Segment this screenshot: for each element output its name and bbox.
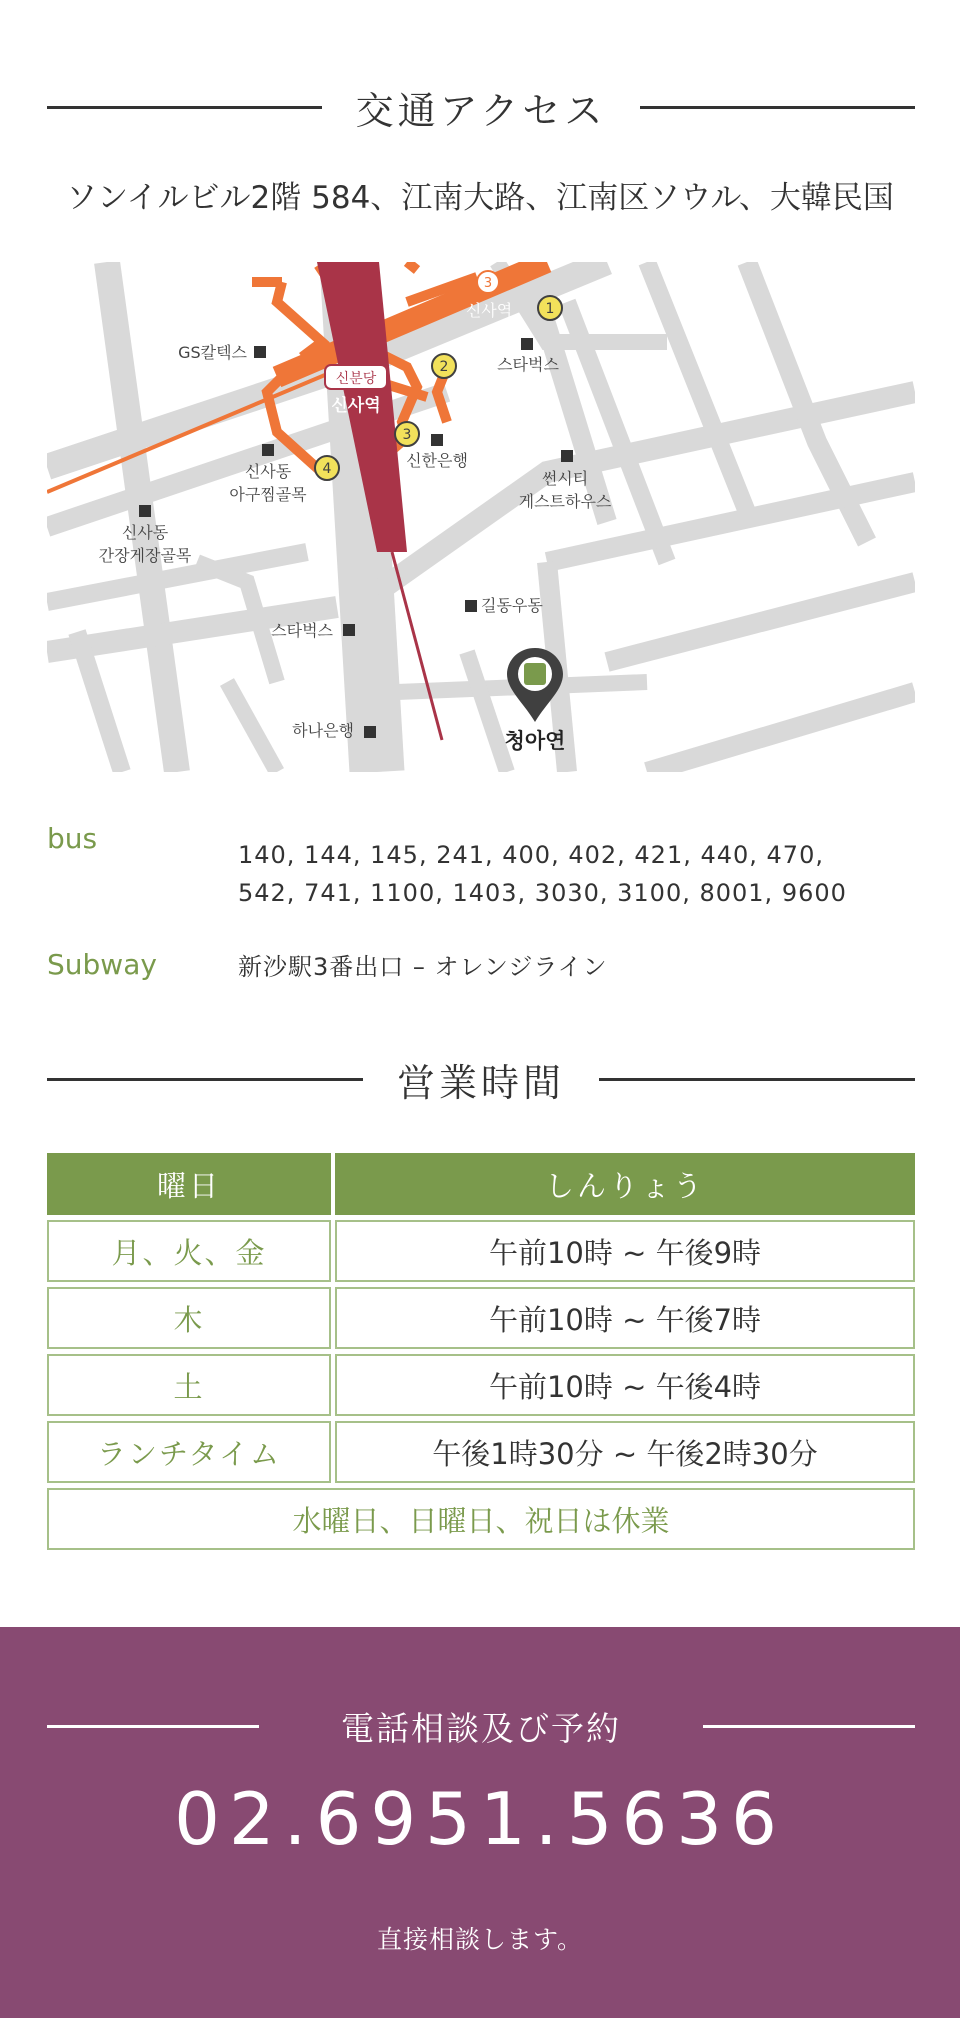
sinsa-station-top-label: 신사역 xyxy=(465,301,513,320)
bus-numbers-line1: 140, 144, 145, 241, 400, 402, 421, 440, 470, xyxy=(238,841,824,869)
access-heading xyxy=(47,80,915,135)
subway-value: 新沙駅3番出口 – オレンジライン xyxy=(238,953,608,981)
clinic-logo-icon xyxy=(524,663,546,685)
sinsa-jjim-label-2: 아구찜골목 xyxy=(229,485,307,504)
exit-4-label: 4 xyxy=(322,461,332,477)
starbucks-top-label: 스타벅스 xyxy=(497,355,559,374)
heading-rule-left xyxy=(47,1078,363,1081)
bus-label: bus xyxy=(47,822,98,855)
shinhan-bank-label: 신한은행 xyxy=(406,451,468,470)
time-cell: 午前10時 ~ 午後9時 xyxy=(335,1220,915,1282)
starbucks-bottom-label: 스타벅스 xyxy=(271,621,333,640)
clinic-name-label: 청아연 xyxy=(504,729,566,753)
closed-days-row xyxy=(47,1488,915,1550)
subway-info xyxy=(47,948,915,998)
exit-1-label: 1 xyxy=(545,301,555,317)
hana-bank-label: 하나은행 xyxy=(292,721,354,740)
table-header-row xyxy=(47,1153,915,1215)
col-day-header: 曜日 xyxy=(47,1153,331,1215)
time-cell: 午後1時30分 ~ 午後2時30分 xyxy=(335,1421,915,1483)
subway-label: Subway xyxy=(47,948,157,981)
bus-numbers xyxy=(238,836,847,912)
sun-city-label-2: 게스트하우스 xyxy=(518,492,612,511)
exit-3-label: 3 xyxy=(402,427,412,443)
location-map[interactable] xyxy=(47,262,915,772)
day-cell: 月、火、金 xyxy=(47,1220,331,1282)
gs-caltex-label: GS칼텍스 xyxy=(178,343,247,362)
map-roads xyxy=(47,262,915,772)
gildong-udon-label: 길동우동 xyxy=(481,596,543,615)
table-row xyxy=(47,1220,915,1282)
sinbundang-label: 신분당 xyxy=(335,371,377,387)
phone-number-link[interactable]: 02.6951.5636 xyxy=(174,1777,786,1861)
ganjang-label-1: 신사동 xyxy=(121,523,169,542)
table-row xyxy=(47,1421,915,1483)
sinsa-station-label: 신사역 xyxy=(331,396,381,416)
time-cell: 午前10時 ~ 午後4時 xyxy=(335,1354,915,1416)
time-cell: 午前10時 ~ 午後7時 xyxy=(335,1287,915,1349)
table-row xyxy=(47,1287,915,1349)
heading-rule-right xyxy=(599,1078,915,1081)
hours-heading xyxy=(47,1052,915,1107)
map-svg xyxy=(47,262,915,772)
sun-city-label-1: 썬시티 xyxy=(541,469,589,488)
contact-note: 直接相談します。 xyxy=(376,1925,583,1954)
col-time-header: しんりょう xyxy=(335,1153,915,1215)
hours-table xyxy=(47,1153,915,1555)
closed-days-cell: 水曜日、日曜日、祝日は休業 xyxy=(47,1488,915,1550)
contact-title: 電話相談及び予約 xyxy=(341,1709,621,1748)
hours-title: 営業時間 xyxy=(397,1061,566,1105)
access-title: 交通アクセス xyxy=(355,89,607,133)
bus-info xyxy=(47,822,915,922)
heading-rule-right xyxy=(640,106,915,109)
address-text: ソンイルビル2階 584、江南大路、江南区ソウル、大韓民国 xyxy=(66,180,894,216)
heading-rule-left xyxy=(47,1725,259,1728)
exit-2-label: 2 xyxy=(439,359,449,375)
sinsa-jjim-label-1: 신사동 xyxy=(244,462,292,481)
bus-numbers-line2: 542, 741, 1100, 1403, 3030, 3100, 8001, 9600 xyxy=(238,879,847,907)
day-cell: 土 xyxy=(47,1354,331,1416)
day-cell: 木 xyxy=(47,1287,331,1349)
contact-heading xyxy=(47,1703,915,1750)
day-cell: ランチタイム xyxy=(47,1421,331,1483)
table-row xyxy=(47,1354,915,1416)
heading-rule-right xyxy=(703,1725,915,1728)
line3-badge-label: 3 xyxy=(483,276,493,291)
ganjang-label-2: 간장게장골목 xyxy=(98,546,192,565)
contact-section xyxy=(0,1627,960,2018)
heading-rule-left xyxy=(47,106,322,109)
